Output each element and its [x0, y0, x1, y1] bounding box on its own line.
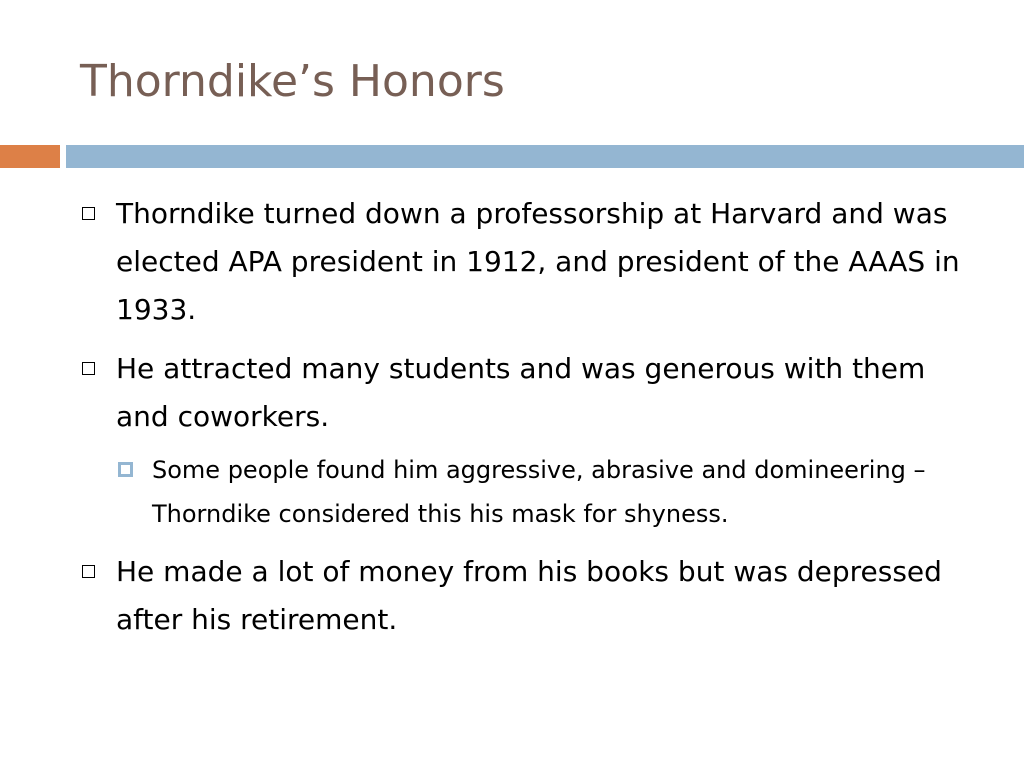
hollow-square-bullet-icon [82, 565, 95, 578]
hollow-square-bullet-icon [82, 207, 95, 220]
bullet-text: He attracted many students and was generous with them and coworkers. [116, 352, 926, 433]
bullet-item [80, 548, 960, 644]
hollow-square-bullet-icon [82, 362, 95, 375]
slide-content [80, 190, 960, 655]
title-divider-bar [66, 145, 1024, 168]
bullet-text: He made a lot of money from his books but was depressed after his retirement. [116, 555, 942, 636]
sub-bullet-text: Some people found him aggressive, abrasive and domineering – Thorndike considered this his mask for shyness. [152, 456, 926, 528]
bullet-text: Thorndike turned down a professorship at Harvard and was elected APA president in 1912, and president of the AAAS in 1933. [116, 197, 960, 326]
bullet-item [80, 190, 960, 334]
filled-square-bullet-icon [118, 462, 133, 477]
sub-bullet-item [117, 448, 960, 536]
title-accent-bar [0, 145, 60, 168]
slide-title: Thorndike’s Honors [80, 56, 505, 107]
bullet-item [80, 345, 960, 441]
